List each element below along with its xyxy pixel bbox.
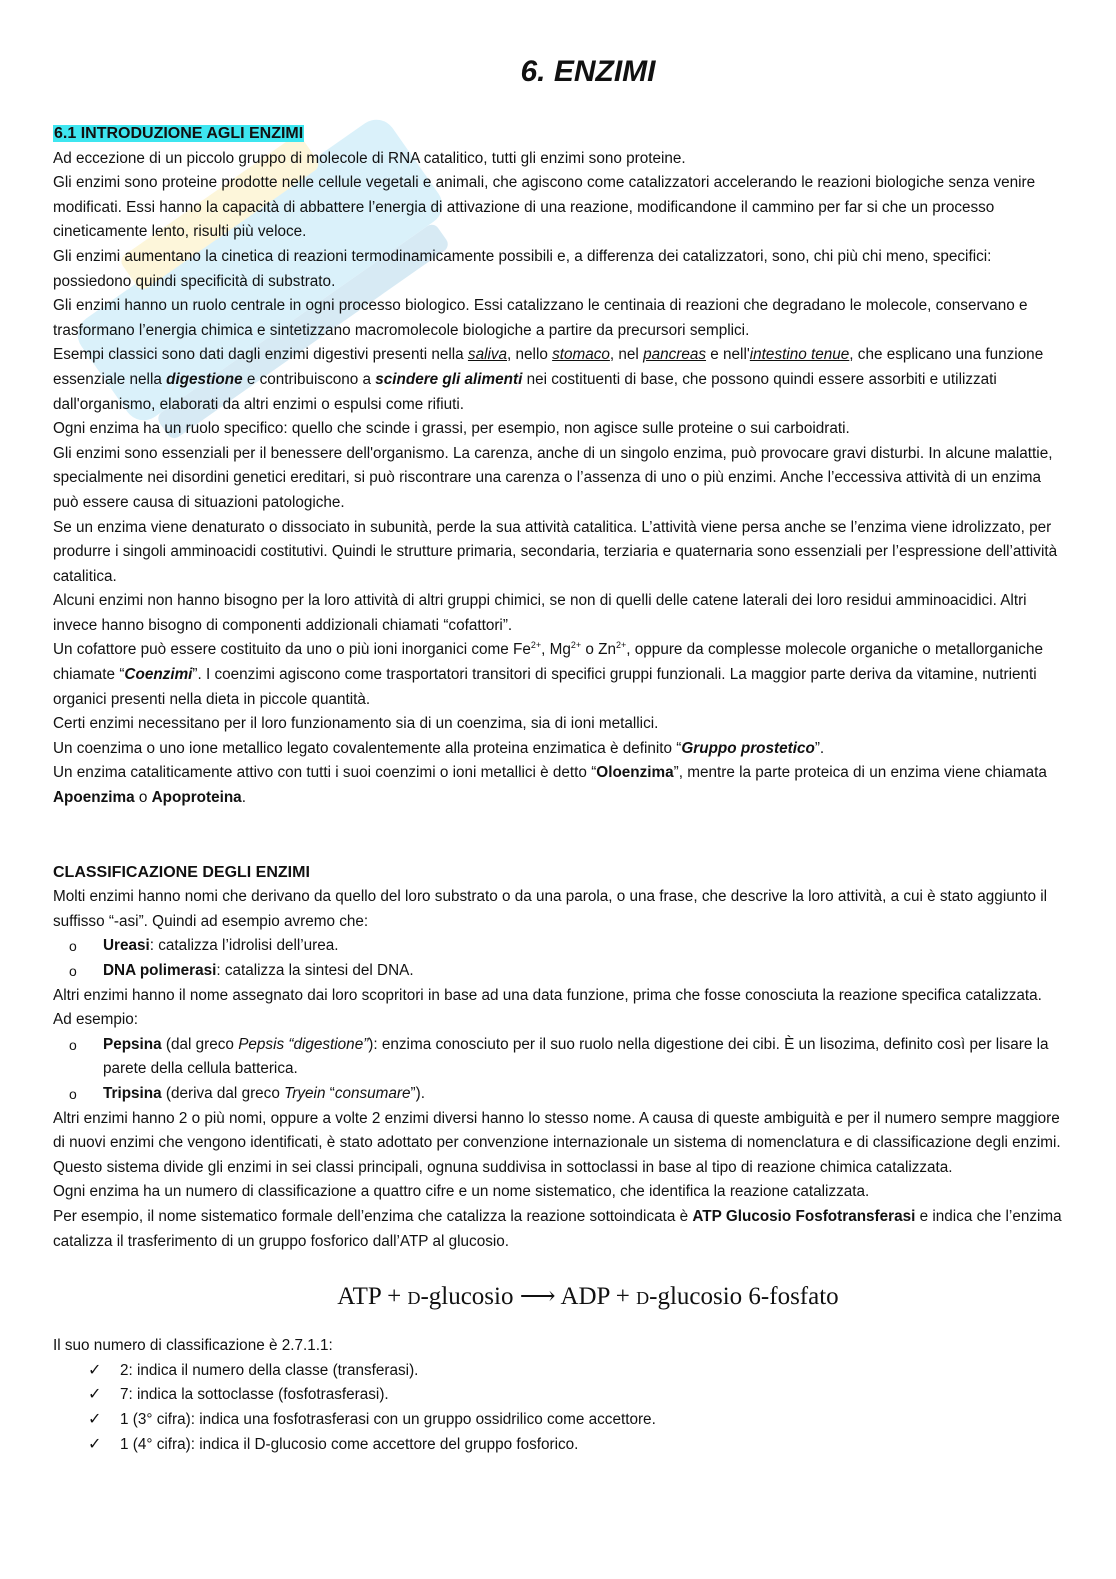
checkmark-icon: ✓	[88, 1361, 102, 1379]
paragraph: Ad eccezione di un piccolo gruppo di molecole di RNA catalitico, tutti gli enzimi sono proteine.	[53, 149, 686, 167]
list-item	[53, 1433, 1063, 1458]
paragraph	[53, 737, 1063, 762]
equation-part: d	[636, 1283, 650, 1311]
text-span: e indica che l’enzima catalizza il trasferimento di un gruppo fosforico dall’ATP al glucosio.	[53, 1207, 1062, 1250]
paragraph: Gli enzimi sono essenziali per il benessere dell'organismo. La carenza, anche di un singolo enzima, può provocare gravi disturbi. In alcune malattie, specialmente nei disordini genetici ereditari, si può riscontrare una carenza o l’assenza di uno o più enzimi. Anche l’eccessiva attività di un enzima può essere causa di situazioni patologiche.	[53, 444, 1053, 511]
enzyme-name: DNA polimerasi	[103, 962, 217, 979]
superscript: 2+	[530, 640, 542, 651]
paragraph: Il suo numero di classificazione è 2.7.1.1:	[53, 1337, 333, 1355]
bullet-icon: o	[69, 1085, 77, 1102]
paragraph	[53, 761, 1063, 810]
text-span: nei costituenti di base, che possono quindi essere assorbiti e utilizzati dall'organismo, elaborati da altri enzimi o espulsi come rifiuti.	[53, 370, 997, 413]
equation-part: d	[407, 1283, 421, 1311]
paragraph: Alcuni enzimi non hanno bisogno per la loro attività di altri gruppi chimici, se non di quelli delle catene laterali dei loro residui amminoacidici. Altri invece hanno bisogno di componenti addizionali chiamati “cofattori”.	[53, 592, 1027, 634]
text-span: o	[134, 789, 152, 807]
term-stomaco: stomaco	[552, 346, 610, 364]
list-item	[53, 934, 1063, 959]
text-span: , nello	[507, 346, 553, 364]
text-span: Per esempio, il nome sistematico formale dell’enzima che catalizza la reazione sottoindicata è	[53, 1207, 693, 1225]
text-span: (dal greco	[161, 1035, 239, 1053]
term-scindere: scindere gli alimenti	[375, 370, 523, 388]
text-span: Esempi classici sono dati dagli enzimi digestivi presenti nella	[53, 346, 468, 364]
paragraph: Altri enzimi hanno il nome assegnato dai loro scopritori in base ad una data funzione, prima che fosse conosciuta la reazione specifica catalizzata. Ad esempio:	[53, 986, 1042, 1029]
list-item	[53, 1033, 1063, 1082]
paragraph: Molti enzimi hanno nomi che derivano da quello del loro substrato o da una parola, o una frase, che descrive la loro attività, a cui è stato aggiunto il suffisso “-asi”. Quindi ad esempio avremo che:	[53, 888, 1048, 930]
equation-part: ATP +	[337, 1283, 408, 1311]
paragraph: Gli enzimi aumentano la cinetica di reazioni termodinamicamente possibili e, a differenza dei catalizzatori, sono, chi più chi meno, specifici: possiedono quindi specificità di substrato.	[53, 247, 992, 290]
bullet-icon: o	[69, 1036, 77, 1053]
text-span: , Mg	[541, 641, 571, 659]
section-heading-classificazione: CLASSIFICAZIONE DEGLI ENZIMI	[53, 863, 310, 881]
equation-part: ADP +	[555, 1283, 637, 1311]
text-span: , oppure da complesse molecole organiche o metallorganiche chiamate “	[53, 641, 1043, 684]
arrow-icon: ⟶	[519, 1283, 556, 1311]
text-span: ”).	[410, 1084, 425, 1102]
text-span: : catalizza l’idrolisi dell’urea.	[149, 937, 339, 955]
checkmark-icon: ✓	[88, 1435, 102, 1453]
term-saliva: saliva	[467, 346, 508, 364]
list-item	[53, 1383, 1063, 1408]
text-span: ”.	[814, 739, 825, 757]
reaction-equation	[53, 1282, 1063, 1312]
enzyme-name: Ureasi	[103, 937, 150, 955]
checkmark-icon: ✓	[88, 1386, 102, 1404]
text-span: ): enzima conosciuto per il suo ruolo nella digestione dei cibi. È un lisozima, definito così per lisare la parete della cellula batterica.	[103, 1035, 1049, 1078]
text-span: (deriva dal greco	[161, 1084, 285, 1102]
text-span: ”, mentre la parte proteica di un enzima viene chiamata	[673, 764, 1047, 782]
paragraph	[53, 1205, 1063, 1254]
italic-text: Tryein	[284, 1084, 326, 1102]
enzyme-name: Tripsina	[103, 1084, 162, 1102]
bullet-icon: o	[69, 963, 77, 979]
text-span: Un coenzima o uno ione metallico legato covalentemente alla proteina enzimatica è definito “	[53, 739, 682, 757]
paragraph: Altri enzimi hanno 2 o più nomi, oppure a volte 2 enzimi diversi hanno lo stesso nome. A causa di queste ambiguità e per il numero sempre maggiore di nuovi enzimi che vengono identificati, è stato adottato per convenzione internazionale un sistema di nomenclatura e di classificazione degli enzimi.	[53, 1109, 1061, 1152]
text-span: ”. I coenzimi agiscono come trasportatori transitori di specifici gruppi funzionali. La maggior parte deriva da vitamine, nutrienti organici presenti nella dieta in piccole quantità.	[53, 666, 1037, 708]
term-apoenzima: Apoenzima	[53, 789, 135, 807]
spacer	[53, 811, 1063, 861]
text-span: : catalizza la sintesi del DNA.	[216, 962, 414, 979]
paragraph	[53, 343, 1063, 417]
text-span: e contribuiscono a	[242, 370, 376, 388]
list-item	[53, 1408, 1063, 1433]
italic-text: consumare	[334, 1084, 411, 1102]
section-heading-introduzione	[53, 122, 1063, 147]
equation-part: -glucosio	[420, 1283, 520, 1311]
text-span: .	[241, 789, 246, 807]
checkmark-icon: ✓	[88, 1410, 102, 1428]
list-item	[53, 1082, 1063, 1107]
superscript: 2+	[570, 640, 582, 651]
superscript: 2+	[616, 640, 627, 651]
text-span: “	[325, 1084, 335, 1102]
highlighted-heading-text: 6.1 INTRODUZIONE AGLI ENZIMI	[54, 125, 304, 142]
term-gruppo-prostetico: Gruppo prostetico	[681, 739, 815, 757]
text-span: 7: indica la sottoclasse (fosfotrasferasi).	[120, 1386, 389, 1404]
paragraph: Gli enzimi hanno un ruolo centrale in ogni processo biologico. Essi catalizzano le centinaia di reazioni che degradano le molecole, conservano e trasformano l’energia chimica e sintetizzano macromolecole biologiche a partire da precursori semplici.	[53, 297, 1028, 339]
bullet-list-discoverer-names	[53, 1033, 1063, 1107]
term-coenzimi: Coenzimi	[124, 666, 193, 684]
text-span: , nel	[609, 346, 644, 364]
document-content	[53, 52, 1063, 1457]
text-span: 2: indica il numero della classe (transferasi).	[120, 1361, 419, 1379]
term-pancreas: pancreas	[643, 346, 707, 364]
list-item	[53, 1359, 1063, 1384]
italic-text: Pepsis “digestione”	[238, 1035, 369, 1053]
text-span: , che esplicano una funzione essenziale nella	[53, 346, 1044, 388]
text-span: o Zn	[581, 641, 617, 659]
bullet-list-suffix-examples	[53, 934, 1063, 983]
text-span: 1 (4° cifra): indica il D-glucosio come accettore del gruppo fosforico.	[120, 1435, 579, 1453]
paragraph: Se un enzima viene denaturato o dissociato in subunità, perde la sua attività catalitica. L’attività viene persa anche se l’enzima viene idrolizzato, per produrre i singoli amminoacidi costitutivi. Quindi le strutture primaria, secondaria, terziaria e quaternaria sono essenziali per l’espressione dell’attività catalitica.	[53, 518, 1058, 585]
text-span: Un cofattore può essere costituito da uno o più ioni inorganici come Fe	[53, 641, 531, 659]
term-oloenzima: Oloenzima	[596, 764, 674, 782]
paragraph: Certi enzimi necessitano per il loro funzionamento sia di un coenzima, sia di ioni metallici.	[53, 715, 659, 733]
list-item	[53, 959, 1063, 984]
term-intestino: intestino tenue	[749, 346, 850, 364]
text-span: Un enzima cataliticamente attivo con tutti i suoi coenzimi o ioni metallici è detto “	[53, 764, 597, 782]
term-digestione: digestione	[166, 370, 243, 388]
paragraph	[53, 638, 1063, 712]
text-span: e nell'	[706, 346, 750, 364]
term-atp-glucosio-fosfotransferasi: ATP Glucosio Fosfotransferasi	[692, 1207, 916, 1225]
paragraph: Questo sistema divide gli enzimi in sei classi principali, ognuna suddivisa in sottoclassi in base al tipo di reazione chimica catalizzata.	[53, 1158, 953, 1176]
checklist-classification-digits	[53, 1359, 1063, 1457]
equation-part: -glucosio 6-fosfato	[649, 1283, 839, 1311]
term-apoproteina: Apoproteina	[151, 789, 242, 807]
page-title: 6. ENZIMI	[520, 55, 656, 88]
paragraph: Gli enzimi sono proteine prodotte nelle cellule vegetali e animali, che agiscono come catalizzatori accelerando le reazioni biologiche senza venire modificati. Essi hanno la capacità di abbattere l’energia di attivazione di una reazione, modificandone il cammino per far si che un processo cineticamente lento, risulti più veloce.	[53, 174, 1036, 241]
enzyme-name: Pepsina	[103, 1035, 162, 1053]
paragraph: Ogni enzima ha un ruolo specifico: quello che scinde i grassi, per esempio, non agisce sulle proteine o sui carboidrati.	[53, 420, 850, 438]
paragraph: Ogni enzima ha un numero di classificazione a quattro cifre e un nome sistematico, che identifica la reazione catalizzata.	[53, 1183, 870, 1201]
text-span: 1 (3° cifra): indica una fosfotrasferasi con un gruppo ossidrilico come accettore.	[120, 1410, 656, 1428]
bullet-icon: o	[69, 938, 77, 955]
